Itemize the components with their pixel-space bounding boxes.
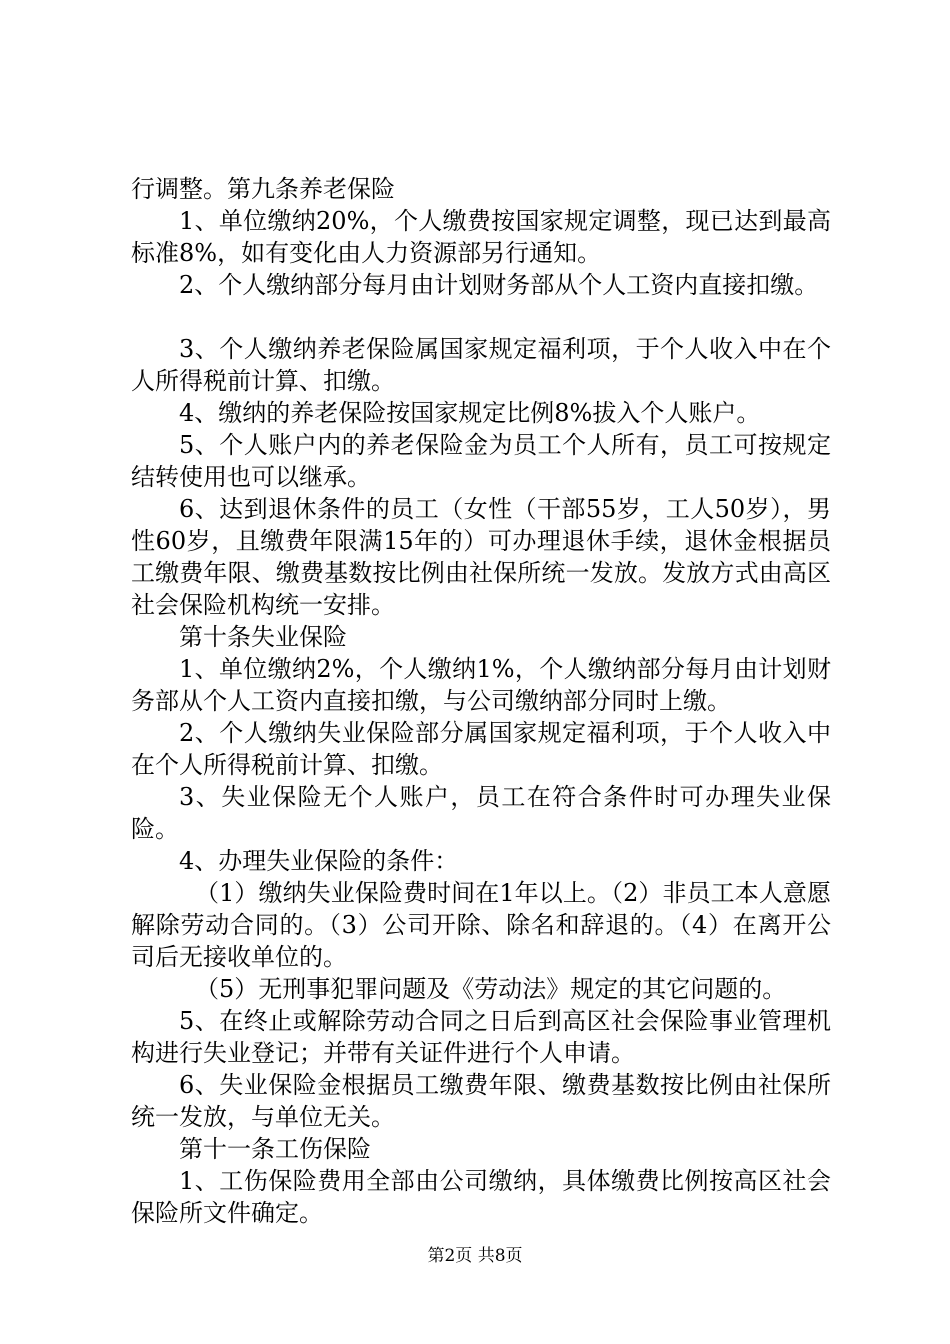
page-footer: 第2页 共8页 [427, 1246, 523, 1266]
section-heading: 第十一条工伤保险 [179, 1135, 371, 1163]
paragraph: 1、工伤保险费用全部由公司缴纳，具体缴费比例按高区社会保险所文件确定。 [131, 1167, 831, 1227]
paragraph: 6、达到退休条件的员工（女性（干部55岁，工人50岁），男性60岁，且缴费年限满15年的）可办理退休手续，退休金根据员工缴费年限、缴费基数按比例由社保所统一发放。发放方式由高区社会保险机构统一安排。 [131, 495, 831, 619]
paragraph: 1、单位缴纳20%，个人缴费按国家规定调整，现已达到最高标准8%，如有变化由人力资源部另行通知。 [131, 207, 831, 267]
paragraph: （1）缴纳失业保险费时间在1年以上。（2）非员工本人意愿解除劳动合同的。（3）公司开除、除名和辞退的。（4）在离开公司后无接收单位的。 [131, 879, 831, 971]
paragraph: 2、个人缴纳部分每月由计划财务部从个人工资内直接扣缴。 [179, 271, 819, 299]
paragraph: 1、单位缴纳2%，个人缴纳1%，个人缴纳部分每月由计划财务部从个人工资内直接扣缴，与公司缴纳部分同时上缴。 [131, 655, 831, 715]
paragraph: 6、失业保险金根据员工缴费年限、缴费基数按比例由社保所统一发放，与单位无关。 [131, 1071, 831, 1131]
paragraph: 3、失业保险无个人账户，员工在符合条件时可办理失业保险。 [131, 783, 831, 843]
paragraph: 3、个人缴纳养老保险属国家规定福利项，于个人收入中在个人所得税前计算、扣缴。 [131, 335, 831, 395]
paragraph: 4、缴纳的养老保险按国家规定比例8%拔入个人账户。 [179, 399, 761, 427]
paragraph: 2、个人缴纳失业保险部分属国家规定福利项，于个人收入中在个人所得税前计算、扣缴。 [131, 719, 831, 779]
document-body [131, 173, 831, 1229]
blank-line [131, 301, 831, 333]
section-heading: 第十条失业保险 [179, 623, 347, 651]
paragraph: （5）无刑事犯罪问题及《劳动法》规定的其它问题的。 [195, 975, 787, 1003]
paragraph: 5、在终止或解除劳动合同之日后到高区社会保险事业管理机构进行失业登记；并带有关证件进行个人申请。 [131, 1007, 831, 1067]
paragraph: 行调整。第九条养老保险 [131, 175, 395, 203]
paragraph: 4、办理失业保险的条件： [179, 847, 459, 875]
paragraph: 5、个人账户内的养老保险金为员工个人所有，员工可按规定结转使用也可以继承。 [131, 431, 831, 491]
